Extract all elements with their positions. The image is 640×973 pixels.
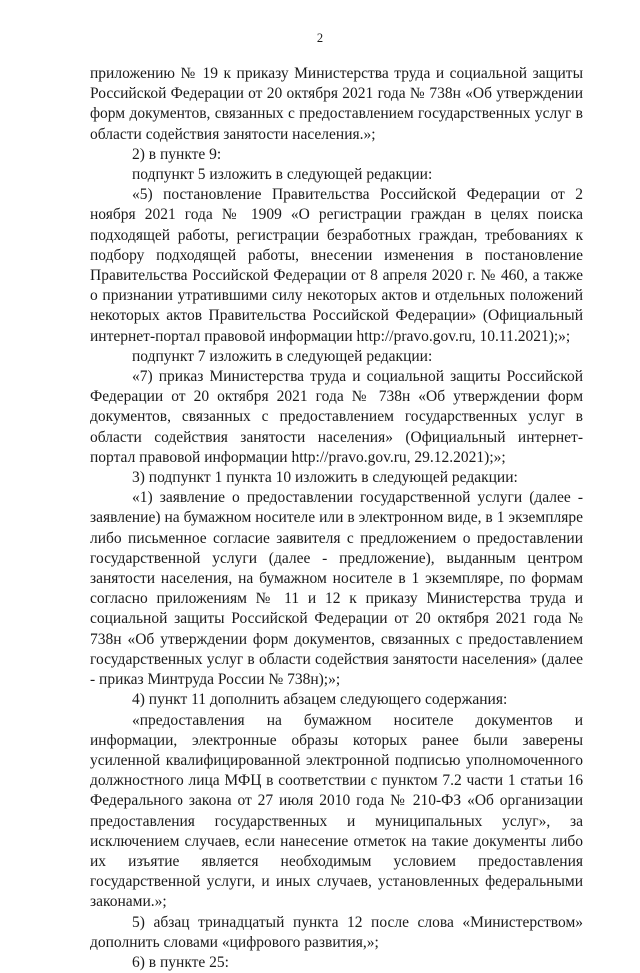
paragraph-subitem-7-text: «7) приказ Министерства труда и социальной защиты Российской Федерации от 20 октября 2021 года № 738н «Об утверждении форм документов, связанных с предоставлением государственных услуг в области содействия занятости населения» (Официальный интернет-портал правовой информации http://pravo.gov.ru, 29.12.2021);»;: [90, 368, 583, 466]
paragraph-continuation: приложению № 19 к приказу Министерства труда и социальной защиты Российской Федерации от 20 октября 2021 года № 738н «Об утверждении форм документов, связанных с предоставлением государственных услуг в области содействия занятости населения.»;: [90, 65, 583, 143]
paragraph-item-2: 2) в пункте 9:: [132, 145, 222, 163]
paragraph-item-5: 5) абзац тринадцатый пункта 12 после слова «Министерством» дополнить словами «цифрового развития,»;: [90, 913, 583, 951]
paragraph-item-3: 3) подпункт 1 пункта 10 изложить в следующей редакции:: [132, 469, 518, 487]
paragraph-item-3-text: «1) заявление о предоставлении государственной услуги (далее - заявление) на бумажном носителе или в электронном виде, в 1 экземпляре либо письменное согласие заявителя с предложением о предоставлении государственной услуги (далее - предложение), выданным центром занятости населения, на бумажном носителе в 1 экземпляре, по формам согласно приложениям № 11 и 12 к приказу Министерства труда и социальной защиты Российской Федерации от 20 октября 2021 года № 738н «Об утверждении форм документов, связанных с предоставлением государственных услуг в области содействия занятости населения» (далее - приказ Минтруда России № 738н);»;: [90, 489, 583, 689]
document-body: [90, 64, 583, 973]
paragraph-item-6: 6) в пункте 25:: [132, 953, 229, 971]
paragraph-subitem-5-intro: подпункт 5 изложить в следующей редакции:: [132, 166, 433, 184]
paragraph-subitem-5-text: «5) постановление Правительства Российской Федерации от 2 ноября 2021 года № 1909 «О регистрации граждан в целях поиска подходящей работы, регистрации безработных граждан, требованиях к подбору подходящей работы, внесении изменения в постановление Правительства Российской Федерации от 8 апреля 2020 г. № 460, а также о признании утратившими силу некоторых актов и отдельных положений некоторых актов Правительства Российской Федерации» (Официальный интернет-портал правовой информации http://pravo.gov.ru, 10.11.2021);»;: [90, 186, 583, 345]
paragraph-item-4-text: «предоставления на бумажном носителе документов и информации, электронные образы которых ранее были заверены усиленной квалифицированной электронной подписью уполномоченного должностного лица МФЦ в соответствии с пунктом 7.2 части 1 статьи 16 Федерального закона от 27 июля 2010 года № 210-ФЗ «Об организации предоставления государственных и муниципальных услуг», за исключением случаев, если нанесение отметок на такие документы либо их изъятие является необходимым условием предоставления государственной услуги, и иных случаев, установленных федеральными законами.»;: [90, 711, 583, 911]
paragraph-item-4: 4) пункт 11 дополнить абзацем следующего содержания:: [132, 691, 508, 709]
paragraph-subitem-7-intro: подпункт 7 изложить в следующей редакции:: [132, 347, 433, 365]
page-number: 2: [316, 31, 324, 45]
